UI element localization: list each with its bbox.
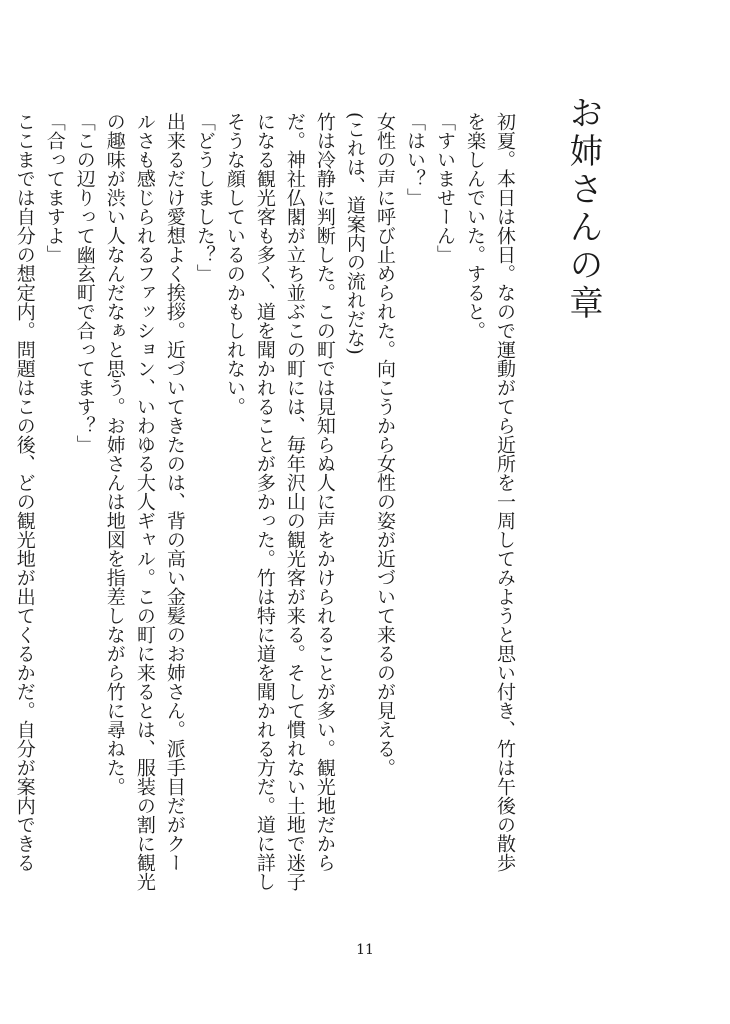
text-line: 「はい？」 bbox=[403, 112, 426, 207]
text-line: そうな顔しているのかもしれない。 bbox=[223, 112, 246, 416]
text-line: 「この辺りって幽玄町で合ってます？」 bbox=[73, 112, 96, 454]
text-line: 初夏。本日は休日。なので運動がてら近所を一周してみようと思い付き、竹は午後の散歩 bbox=[494, 112, 516, 872]
text-line: 「合ってますよ」 bbox=[43, 112, 66, 264]
text-line: ここまでは自分の想定内。問題はこの後、どの観光地が出てくるかだ。自分が案内できる bbox=[13, 112, 36, 872]
text-line: だ。神社仏閣が立ち並ぶこの町には、毎年沢山の観光客が来る。そして慣れない土地で迷子 bbox=[283, 112, 306, 891]
page-number: 11 bbox=[356, 942, 374, 958]
text-line: 「すいませーん」 bbox=[433, 112, 456, 264]
chapter-title: お姉さんの章 bbox=[563, 95, 603, 323]
text-line: の趣味が渋い人なんだなぁと思う。お姉さんは地図を指差しながら竹に尋ねた。 bbox=[103, 112, 126, 796]
body-text bbox=[10, 112, 520, 902]
text-line: ルさも感じられるファッション、いわゆる大人ギャル。この町に来るとは、服装の割に観光 bbox=[133, 112, 156, 891]
text-line: (これは、道案内の流れだな) bbox=[343, 112, 366, 355]
text-line: 「どうしました？」 bbox=[193, 112, 216, 283]
text-line: 竹は冷静に判断した。この町では見知らぬ人に声をかけられることが多い。観光地だから bbox=[313, 112, 336, 872]
text-line: 出来るだけ愛想よく挨拶。近づいてきたのは、背の高い金髪のお姉さん。派手目だがクー bbox=[163, 112, 186, 872]
text-line: 女性の声に呼び止められた。向こうから女性の姿が近づいて来るのが見える。 bbox=[373, 112, 396, 777]
text-line: を楽しんでいた。すると。 bbox=[463, 112, 486, 340]
text-line: になる観光客も多く、道を聞かれることが多かった。竹は特に道を聞かれる方だ。道に詳し bbox=[253, 112, 276, 891]
